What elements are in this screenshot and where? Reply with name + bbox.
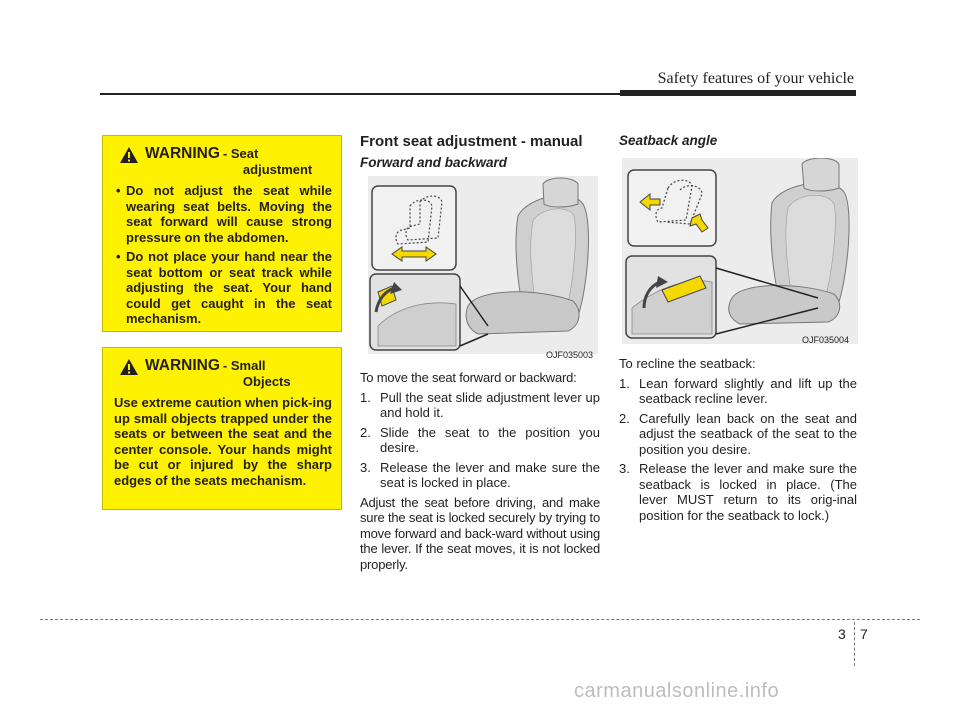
list-item: 3. Release the lever and make sure the seatback is locked in place. (The lever MUST return to its orig-inal position for the seatback to lock.): [619, 461, 857, 523]
warning-heading: [114, 146, 332, 177]
subsection-title-forward: Forward and backward: [360, 155, 508, 170]
section-title: Front seat adjustment - manual: [360, 133, 583, 150]
seat-illustration: [622, 158, 858, 344]
page-number-divider: [854, 622, 855, 666]
warning-topic: - Small Objects: [222, 358, 291, 389]
list-item: 2. Carefully lean back on the seat and adjust the seatback of the seat to the position you desire.: [619, 410, 857, 457]
seat-illustration: [368, 176, 598, 354]
subsection-title-seatback: Seatback angle: [619, 133, 718, 148]
warning-text: Use extreme caution when pick-ing up small objects trapped under the seats or between the seat and the center console. Your hands might be cut or injured by the sharp edges of the seats mechanism.: [114, 395, 332, 488]
list-item: 2. Slide the seat to the position you desire.: [360, 424, 600, 455]
warning-box-small-objects: [102, 347, 342, 510]
warning-bullet: • Do not adjust the seat while wearing seat belts. Moving the seat forward will cause strong pressure on the abdomen.: [114, 183, 332, 245]
header-rule-accent: [620, 90, 856, 96]
warning-triangle-icon: [119, 146, 139, 164]
warning-bullet: • Do not place your hand near the seat bottom or seat track while adjusting the seat. Your hand could get caught in the seat mechanism.: [114, 249, 332, 327]
figure-seat-slide: [368, 176, 598, 354]
section-header-title: Safety features of your vehicle: [657, 70, 854, 87]
watermark: carmanualsonline.info: [574, 680, 780, 702]
warning-heading: [114, 358, 332, 389]
warning-triangle-icon: [119, 358, 139, 376]
list-item: 3. Release the lever and make sure the seat is locked in place.: [360, 459, 600, 490]
warning-word: WARNING: [145, 145, 220, 162]
list-item: 1. Lean forward slightly and lift up the seatback recline lever.: [619, 375, 857, 406]
forward-instructions: [360, 370, 600, 576]
intro-text: To move the seat forward or backward:: [360, 370, 577, 385]
footer-rule: [40, 619, 920, 620]
warning-topic: - Seat adjustment: [222, 146, 313, 177]
page-number: 7: [860, 626, 868, 642]
warning-word: WARNING: [145, 357, 220, 374]
figure-code: OJF035003: [546, 350, 594, 360]
warning-bullet-list: [114, 183, 332, 327]
seatback-instructions: [619, 356, 857, 527]
intro-text: To recline the seatback:: [619, 356, 756, 371]
warning-box-seat-adjustment: [102, 135, 342, 332]
chapter-number: 3: [838, 626, 846, 642]
list-item: 1. Pull the seat slide adjustment lever up and hold it.: [360, 389, 600, 420]
figure-code: OJF035004: [802, 335, 850, 345]
figure-seatback-recline: [622, 158, 858, 344]
note-text: Adjust the seat before driving, and make sure the seat is locked securely by trying to move forward and back-ward without using the lever. If the seat moves, it is not locked properly.: [360, 494, 600, 572]
